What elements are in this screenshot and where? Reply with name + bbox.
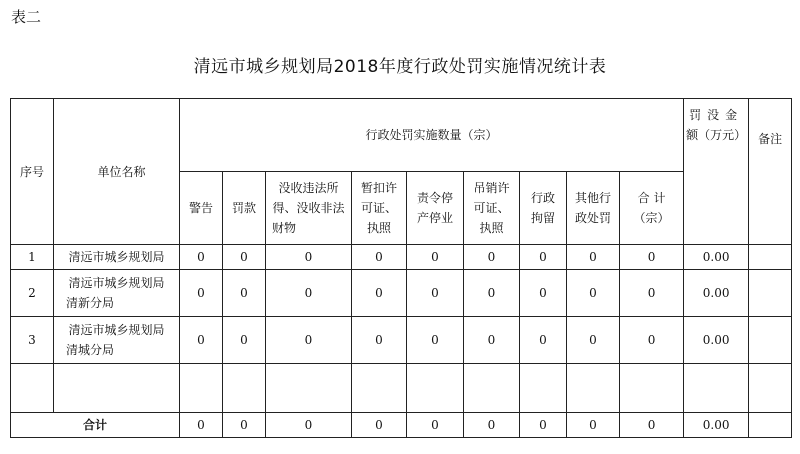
blank-cell xyxy=(464,364,520,413)
header-confiscate xyxy=(266,172,352,245)
total-fine: 0 xyxy=(223,413,266,438)
header-remarks xyxy=(749,99,792,245)
row-subtotal: 0 xyxy=(620,245,684,270)
row-confiscate: 0 xyxy=(266,245,352,270)
row-other: 0 xyxy=(567,317,620,364)
header-revoke-line2: 可证、 xyxy=(473,201,510,215)
row-fine: 0 xyxy=(223,270,266,317)
row-subtotal: 0 xyxy=(620,270,684,317)
row-other: 0 xyxy=(567,270,620,317)
blank-cell xyxy=(407,364,464,413)
blank-cell xyxy=(54,364,180,413)
row-fine: 0 xyxy=(223,317,266,364)
header-group-label: 行政处罚实施数量（宗） xyxy=(365,128,498,142)
total-amount: 0.00 xyxy=(684,413,749,438)
total-confiscate: 0 xyxy=(266,413,352,438)
row-warning: 0 xyxy=(180,270,223,317)
row-amount: 0.00 xyxy=(684,270,749,317)
blank-cell xyxy=(567,364,620,413)
total-suspend: 0 xyxy=(352,413,407,438)
row-amount: 0.00 xyxy=(684,245,749,270)
header-detention-line1: 行政 xyxy=(530,191,555,205)
header-other-line2: 政处罚 xyxy=(574,211,611,225)
row-suspend: 0 xyxy=(352,245,407,270)
row-order-stop: 0 xyxy=(407,317,464,364)
total-subtotal: 0 xyxy=(620,413,684,438)
table-row xyxy=(11,270,792,317)
blank-cell xyxy=(620,364,684,413)
header-detention xyxy=(520,172,567,245)
header-other xyxy=(567,172,620,245)
row-revoke: 0 xyxy=(464,245,520,270)
total-detention: 0 xyxy=(520,413,567,438)
header-fine xyxy=(223,172,266,245)
row-unit-line1: 清远市城乡规划局 xyxy=(68,276,165,290)
total-order-stop: 0 xyxy=(407,413,464,438)
header-suspend-line2: 可证、 xyxy=(360,201,397,215)
header-subtotal-line2: （宗） xyxy=(633,211,670,225)
header-row-top xyxy=(11,99,792,172)
row-seq: 2 xyxy=(11,270,54,317)
table-row-blank xyxy=(11,364,792,413)
row-revoke: 0 xyxy=(464,270,520,317)
document-label: 表二 xyxy=(11,8,42,26)
header-suspend-line1: 暂扣许 xyxy=(360,181,397,195)
header-fine-label: 罚款 xyxy=(231,201,256,215)
blank-cell xyxy=(684,364,749,413)
row-unit-line1: 清远市城乡规划局 xyxy=(68,250,165,264)
blank-cell xyxy=(520,364,567,413)
row-confiscate: 0 xyxy=(266,317,352,364)
header-revoke-line3: 执照 xyxy=(479,221,504,235)
row-remarks xyxy=(749,270,792,317)
row-revoke: 0 xyxy=(464,317,520,364)
header-confiscate-line2: 得、没收非法 xyxy=(272,201,345,215)
row-subtotal: 0 xyxy=(620,317,684,364)
row-seq: 3 xyxy=(11,317,54,364)
row-detention: 0 xyxy=(520,317,567,364)
header-detention-line2: 拘留 xyxy=(530,211,555,225)
penalty-statistics-table xyxy=(10,98,792,438)
header-subtotal xyxy=(620,172,684,245)
header-fine-amount-line2: 额（万元） xyxy=(686,128,747,142)
header-order-stop-line1: 责令停 xyxy=(416,191,453,205)
row-unit-line2: 清城分局 xyxy=(66,343,115,357)
header-suspend-line3: 执照 xyxy=(366,221,391,235)
row-unit xyxy=(54,317,180,364)
header-seq-label: 序号 xyxy=(19,164,44,179)
header-seq xyxy=(11,99,54,245)
header-confiscate-line3: 财物 xyxy=(272,221,297,235)
header-subtotal-line1: 合 计 xyxy=(637,191,666,205)
header-warning xyxy=(180,172,223,245)
header-group xyxy=(180,99,684,172)
header-fine-amount-line1: 罚没金 xyxy=(689,108,744,122)
row-warning: 0 xyxy=(180,245,223,270)
blank-cell xyxy=(180,364,223,413)
row-fine: 0 xyxy=(223,245,266,270)
row-unit-line1: 清远市城乡规划局 xyxy=(68,323,165,337)
table-total-row xyxy=(11,413,792,438)
header-confiscate-line1: 没收违法所 xyxy=(278,181,339,195)
header-remarks-label: 备注 xyxy=(758,132,783,146)
header-warning-label: 警告 xyxy=(188,201,213,215)
total-label: 合计 xyxy=(11,413,180,438)
row-amount: 0.00 xyxy=(684,317,749,364)
row-suspend: 0 xyxy=(352,270,407,317)
row-detention: 0 xyxy=(520,245,567,270)
header-revoke-line1: 吊销许 xyxy=(473,181,510,195)
blank-cell xyxy=(749,364,792,413)
row-remarks xyxy=(749,245,792,270)
total-other: 0 xyxy=(567,413,620,438)
blank-cell xyxy=(266,364,352,413)
row-unit-line2: 清新分局 xyxy=(66,296,115,310)
row-other: 0 xyxy=(567,245,620,270)
header-suspend xyxy=(352,172,407,245)
header-order-stop-line2: 产停业 xyxy=(416,211,453,225)
header-fine-amount xyxy=(684,99,749,245)
header-unit xyxy=(54,99,180,245)
table-row xyxy=(11,245,792,270)
header-unit-label: 单位名称 xyxy=(97,164,146,179)
row-order-stop: 0 xyxy=(407,270,464,317)
row-warning: 0 xyxy=(180,317,223,364)
blank-cell xyxy=(11,364,54,413)
row-unit xyxy=(54,270,180,317)
row-unit xyxy=(54,245,180,270)
total-warning: 0 xyxy=(180,413,223,438)
header-revoke xyxy=(464,172,520,245)
total-remarks xyxy=(749,413,792,438)
header-other-line1: 其他行 xyxy=(574,191,611,205)
row-order-stop: 0 xyxy=(407,245,464,270)
header-order-stop xyxy=(407,172,464,245)
page-title: 清远市城乡规划局2018年度行政处罚实施情况统计表 xyxy=(193,57,607,77)
blank-cell xyxy=(223,364,266,413)
table-row xyxy=(11,317,792,364)
row-seq: 1 xyxy=(11,245,54,270)
row-detention: 0 xyxy=(520,270,567,317)
total-revoke: 0 xyxy=(464,413,520,438)
blank-cell xyxy=(352,364,407,413)
row-confiscate: 0 xyxy=(266,270,352,317)
row-suspend: 0 xyxy=(352,317,407,364)
row-remarks xyxy=(749,317,792,364)
